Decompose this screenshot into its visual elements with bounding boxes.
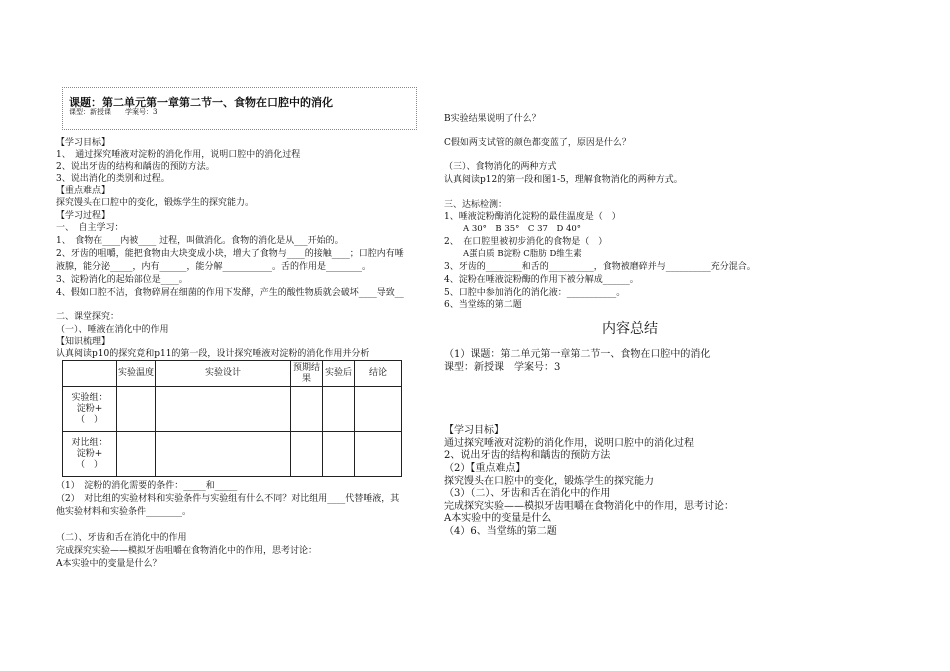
question-2b: 液腺，能分泌_____，内有______，能分解___________。舌的作用是________。 <box>56 262 372 272</box>
summary-3: 【学习目标】 <box>444 425 504 436</box>
test-1: 1、唾液淀粉酶消化淀粉的最佳温度是（ ） <box>444 212 621 222</box>
key-heading: 【重点难点】 <box>56 186 111 196</box>
summary-8: （3）（二）、牙齿和舌在消化中的作用 <box>444 488 611 499</box>
summary-11: （4）6、当堂练的第二题 <box>444 526 557 537</box>
section-two: 二、课堂探究： <box>56 312 120 322</box>
part-3-text: 认真阅读p12的第一段和图1-5，理解食物消化的两种方式。 <box>444 175 683 185</box>
question-3: 3、淀粉消化的起始部位是____。 <box>56 275 188 285</box>
summary-4: 通过探究唾液对淀粉的消化作用，说明口腔中的消化过程 <box>444 438 694 449</box>
summary-title: 内容总结 <box>602 321 658 337</box>
lesson-title: 课题：第二单元第一章第二节一、食物在口腔中的消化 <box>69 96 333 109</box>
part-1-heading: （一）、唾液在消化中的作用 <box>56 325 169 335</box>
row-control: 对比组：淀粉+（ ） <box>63 432 117 477</box>
cell <box>117 387 156 432</box>
header-temp: 实验温度 <box>117 361 156 387</box>
header-after: 实验后 <box>323 361 355 387</box>
cell <box>323 387 355 432</box>
cell <box>291 432 323 477</box>
process-heading: 【学习过程】 <box>56 211 111 221</box>
part-2-text: 完成探究实验——模拟牙齿咀嚼在食物消化中的作用，思考讨论： <box>56 546 318 556</box>
question-b: B实验结果说明了什么？ <box>444 114 541 124</box>
summary-7: 探究馒头在口腔中的变化，锻炼学生的探究能力 <box>444 476 654 487</box>
goal-3: 3、说出消化的类别和过程。 <box>56 174 170 184</box>
summary-6: （2）【重点难点】 <box>444 463 526 474</box>
part-3-heading: （三）、食物消化的两种方式 <box>444 162 557 172</box>
test-2: 2、 在口腔里被初步消化的食物是（ ） <box>444 237 608 247</box>
cell <box>323 432 355 477</box>
section-three: 三、达标检测： <box>444 200 508 210</box>
cell <box>291 387 323 432</box>
cell <box>156 432 291 477</box>
section-one: 一、 自主学习： <box>56 223 124 233</box>
key-point: 探究馒头在口腔中的变化，锻炼学生的探究能力。 <box>56 198 255 208</box>
knowledge-text: 认真阅读p10的探究竟和p11的第一段，设计探究唾液对淀粉的消化作用并分析 <box>56 349 370 359</box>
knowledge-heading: 【知识梳理】 <box>56 337 111 347</box>
cell <box>355 432 402 477</box>
note-1: （1） 淀粉的消化需要的条件：_____和_____ <box>56 481 238 491</box>
header-conclusion: 结论 <box>355 361 402 387</box>
part-2-question-a: A本实验中的变量是什么？ <box>56 559 162 569</box>
question-4: 4、假如口腔不洁，食物碎屑在细菌的作用下发酵，产生的酸性物质就会破坏____导致__ <box>56 288 404 298</box>
summary-1: （1）课题：第二单元第一章第二节一、食物在口腔中的消化 <box>444 349 711 360</box>
summary-5: 2、说出牙齿的结构和龋齿的预防方法 <box>444 450 611 461</box>
goal-1: 1、 通过探究唾液对淀粉的消化作用，说明口腔中的消化过程 <box>56 150 301 160</box>
question-2a: 2、牙齿的咀嚼，能把食物由大块变成小块，增大了食物与____的接触____；口腔内有唾 <box>56 249 404 259</box>
goals-heading: 【学习目标】 <box>56 138 111 148</box>
question-1: 1、 食物在____内被____ 过程，叫做消化。食物的消化是从___开始的。 <box>56 236 344 246</box>
test-4: 4、淀粉在唾液淀粉酶的作用下被分解成______。 <box>444 275 639 285</box>
test-2-options: A蛋白质 B淀粉 C脂肪 D维生素 <box>463 249 582 259</box>
lesson-subtitle: 课型：新授课 学案号：3 <box>69 108 158 116</box>
note-2b: 他实验材料和实验条件________。 <box>56 507 192 517</box>
note-2a: （2） 对比组的实验材料和实验条件与实验组有什么不同？对比组用____代替唾液，其 <box>56 494 400 504</box>
test-3: 3、牙齿的________和舌的__________，食物被磨碎并与__________充分混合。 <box>444 262 756 272</box>
experiment-table <box>62 360 402 477</box>
question-c: C假如两支试管的颜色都变蓝了，原因是什么？ <box>444 138 631 148</box>
table-corner <box>63 361 117 387</box>
header-box <box>62 87 417 130</box>
test-6: 6、当堂练的第二题 <box>444 300 522 310</box>
part-2-heading: （二）、牙齿和舌在消化中的作用 <box>56 533 187 543</box>
summary-10: A本实验中的变量是什么 <box>444 513 552 524</box>
row-experimental: 实验组：淀粉+（ ） <box>63 387 117 432</box>
test-1-options: A 30° B 35° C 37 D 40° <box>463 224 582 234</box>
cell <box>117 432 156 477</box>
summary-2: 课型：新授课 学案号：3 <box>444 362 561 373</box>
header-expect: 预期结果 <box>291 361 323 387</box>
cell <box>355 387 402 432</box>
goal-2: 2、说出牙齿的结构和龋齿的预防方法。 <box>56 162 215 172</box>
test-5: 5、口腔中参加消化的消化液：___________。 <box>444 288 626 298</box>
summary-9: 完成探究实验——模拟牙齿咀嚼在食物消化中的作用，思考讨论： <box>444 501 734 512</box>
cell <box>156 387 291 432</box>
header-design: 实验设计 <box>156 361 291 387</box>
